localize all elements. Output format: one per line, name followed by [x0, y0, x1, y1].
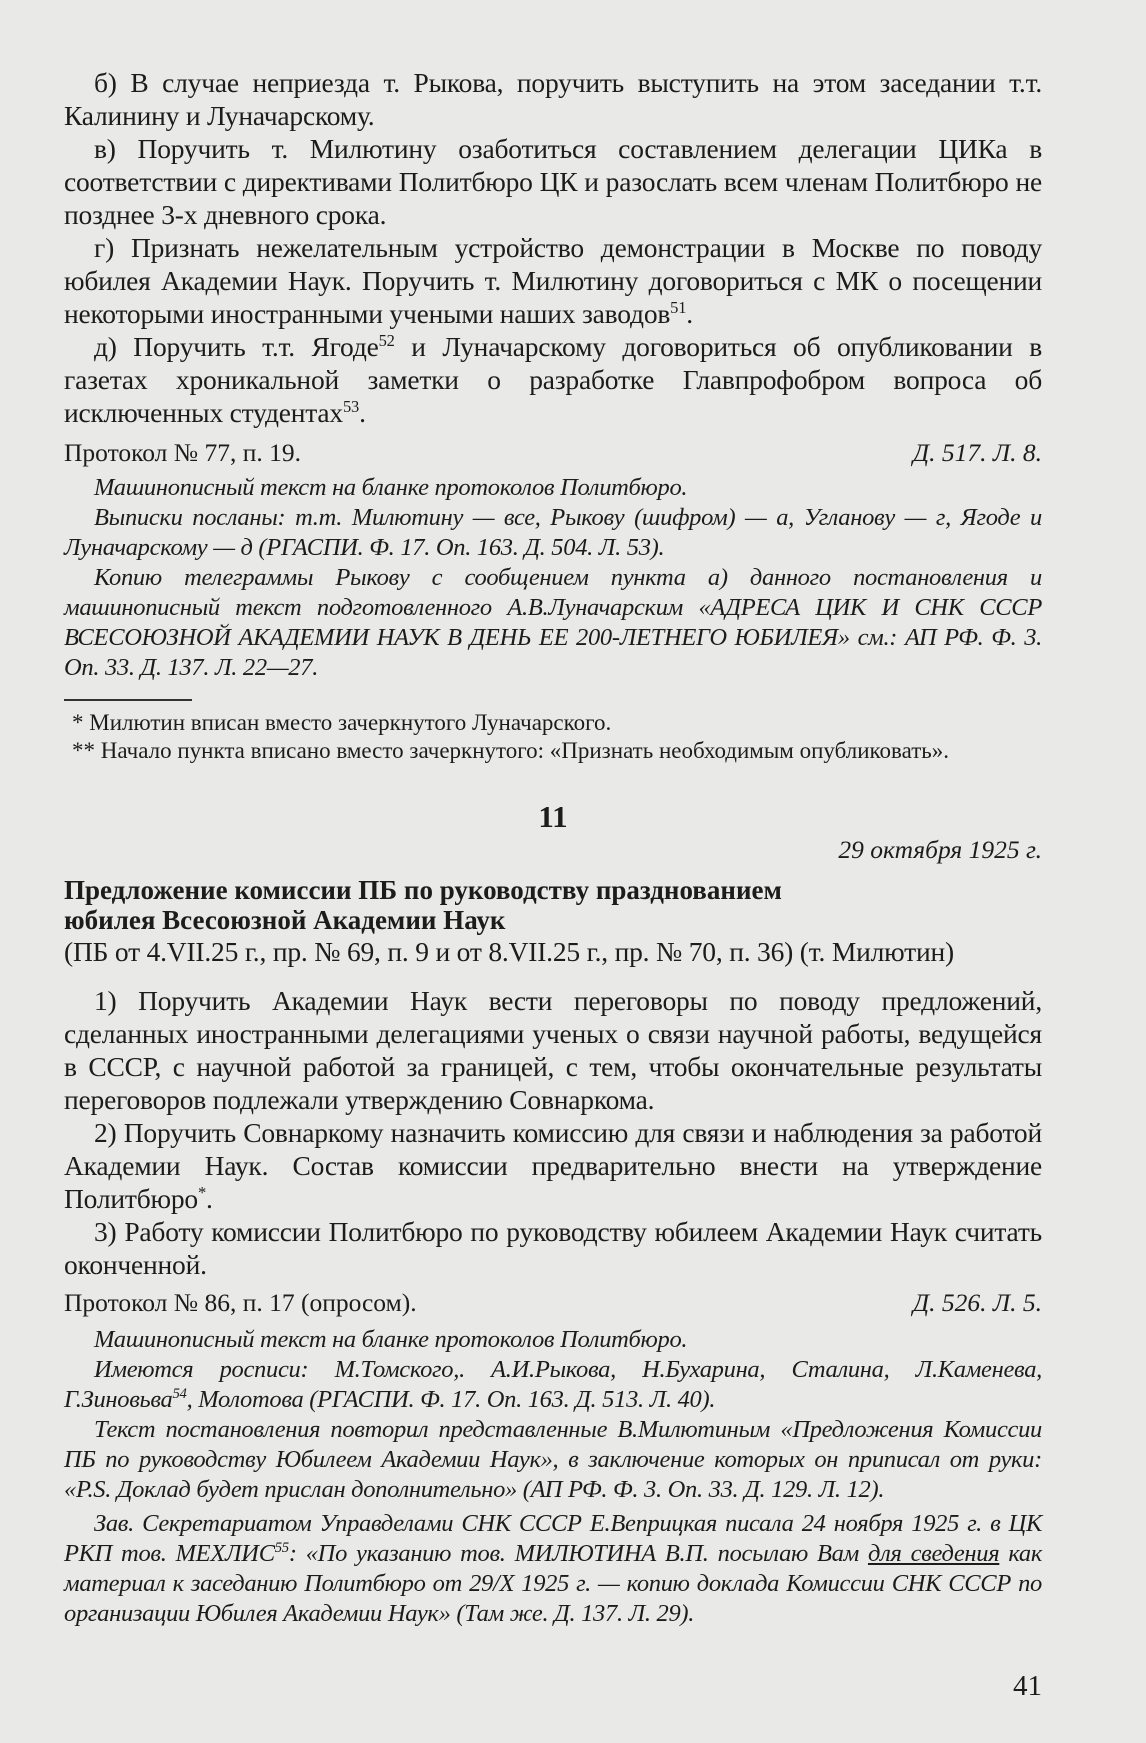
note — [64, 1355, 1042, 1415]
footnote-ref: 55 — [274, 1539, 289, 1556]
editorial-notes — [64, 473, 1042, 683]
footnotes — [64, 709, 1042, 765]
text: д) Поручить т.т. Ягоде — [94, 331, 379, 362]
point-2: 2) Поручить Совнаркому назначить комиссию для связи и наблюдения за работой Академии Наук. Состав комиссии предварительно внести на утверждение Политбюро*. — [64, 1117, 1042, 1214]
editorial-notes — [64, 1325, 1042, 1629]
footnote-ref: 52 — [378, 330, 395, 350]
point-3: 3) Работу комиссии Политбюро по руководству юбилеем Академии Наук считать оконченной. — [64, 1216, 1042, 1280]
underlined-text: для сведения — [867, 1540, 1000, 1567]
protocol-ref: Протокол № 77, п. 19. — [64, 438, 301, 467]
text: , Молотова (РГАСПИ. Ф. 17. Оп. 163. Д. 513. Л. 40). — [186, 1386, 716, 1413]
page-number: 41 — [1013, 1670, 1042, 1702]
text: г) Признать нежелательным устройство демонстрации в Москве по поводу юбилея Академии Наук. Поручить т. Милютину договориться с МК о посещении некоторыми иностранными учеными наших заводов — [64, 232, 1042, 329]
note: Машинописный текст на бланке протоколов Политбюро. — [94, 474, 688, 501]
paragraph-g: г) Признать нежелательным устройство демонстрации в Москве по поводу юбилея Академии Наук. Поручить т. Милютину договориться с МК о посещении некоторыми иностранными учеными наших заводов$^{51}$. — [64, 232, 1042, 329]
footnote: * Милютин вписан вместо зачеркнутого Луначарского. — [72, 710, 612, 735]
footnote-divider — [64, 699, 192, 701]
top-paragraphs — [64, 66, 1042, 429]
subheading: (ПБ от 4.VII.25 г., пр. № 69, п. 9 и от 8.VII.25 г., пр. № 70, п. 36) (т. Милютин) — [64, 936, 954, 967]
document-heading — [64, 875, 1042, 935]
paragraph-d: д) Поручить т.т. Ягоде$^{52}$ и Луначарскому договориться об опубликовании в газетах хроникальной заметки о разработке Главпрофобром вопроса об исключенных студентах$^{53}$. — [64, 330, 1042, 428]
paragraph-v: в) Поручить т. Милютину озаботиться составлением делегации ЦИКа в соответствии с директивами Политбюро ЦК и разослать всем членам Политбюро не позднее 3-х дневного срока. — [64, 133, 1042, 230]
document-body — [64, 935, 1042, 1281]
document-number: 11 — [538, 799, 568, 834]
footnote-ref: * — [197, 1182, 207, 1202]
file-ref: Д. 517. Л. 8. — [912, 438, 1042, 467]
footnote-ref: 51 — [670, 297, 687, 317]
footnote: ** Начало пункта вписано вместо зачеркнутого: «Признать необходимым опубликовать». — [72, 738, 949, 763]
text: как материал к заседанию Политбюро от 29/X 1925 г. — копию доклада Комиссии СНК СССР по организации Юбилея Академии Наук» (Там же. Д. 137. Л. 29). — [64, 1540, 1042, 1627]
archive-reference — [64, 437, 1042, 469]
heading-line: юбилея Всесоюзной Академии Наук — [64, 905, 506, 935]
note: Машинописный текст на бланке протоколов Политбюро. — [94, 1326, 688, 1353]
text: : «По указанию тов. МИЛЮТИНА В.П. посылаю Вам — [288, 1540, 868, 1567]
archive-reference — [64, 1287, 1042, 1319]
note: Копию телеграммы Рыкову с сообщением пункта а) данного постановления и машинописный текст подготовленного А.В.Луначарским «АДРЕСА ЦИК И СНК СССР ВСЕСОЮЗНОЙ АКАДЕМИИ НАУК В ДЕНЬ ЕЕ 200-ЛЕТНЕГО ЮБИЛЕЯ» см.: АП РФ. Ф. 3. Оп. 33. Д. 137. Л. 22—27. — [64, 564, 1042, 681]
file-ref: Д. 526. Л. 5. — [912, 1288, 1042, 1317]
footnote-ref: 54 — [172, 1385, 187, 1402]
text: и Луначарскому договориться об опубликовании в газетах хроникальной заметки о разработке Главпрофобром вопроса об исключенных студентах — [64, 331, 1042, 428]
text: Зав. Секретариатом Управделами СНК СССР Е.Веприцкая писала 24 ноября 1925 г. в ЦК РКП тов. МЕХЛИС — [64, 1510, 1042, 1567]
note — [64, 1509, 1042, 1629]
protocol-ref: Протокол № 86, п. 17 (опросом). — [64, 1288, 417, 1317]
text: Имеются росписи: М.Томского,. А.И.Рыкова, Н.Бухарина, Сталина, Л.Каменева, Г.Зиновьва — [64, 1356, 1042, 1413]
footnote-ref: 53 — [342, 396, 360, 416]
note: Текст постановления повторил представленные В.Милютиным «Предложения Комиссии ПБ по руководству Юбилеем Академии Наук», в заключение которых он приписал от руки: «P.S. Доклад будет прислан дополнительно» (АП РФ. Ф. 3. Оп. 33. Д. 129. Л. 12). — [64, 1416, 1042, 1503]
point-1: 1) Поручить Академии Наук вести переговоры по поводу предложений, сделанных иностранными делегациями ученых о связи научной работы, ведущейся в СССР, с научной работой за границей, с тем, чтобы окончательные результаты переговоров подлежали утверждению Совнаркома. — [64, 985, 1042, 1115]
note: Выписки посланы: т.т. Милютину — все, Рыкову (шифром) — а, Угланову — г, Ягоде и Луначарскому — д (РГАСПИ. Ф. 17. Оп. 163. Д. 504. Л. 53). — [64, 504, 1042, 561]
text: 2) Поручить Совнаркому назначить комиссию для связи и наблюдения за работой Академии Наук. Состав комиссии предварительно внести на утверждение Политбюро — [64, 1117, 1042, 1214]
paragraph-b: б) В случае неприезда т. Рыкова, поручить выступить на этом заседании т.т. Калинину и Луначарскому. — [64, 67, 1042, 131]
heading-line: Предложение комиссии ПБ по руководству празднованием — [64, 875, 782, 905]
document-date: 29 октября 1925 г. — [838, 835, 1042, 864]
